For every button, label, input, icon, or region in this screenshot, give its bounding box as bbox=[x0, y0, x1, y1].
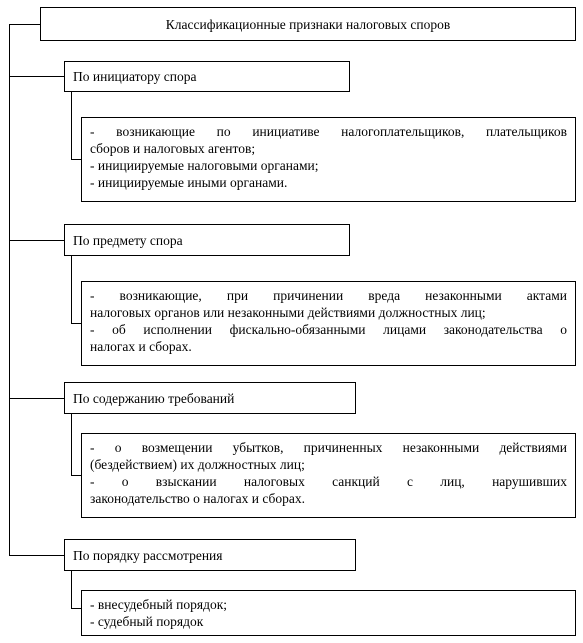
detail-line: сборов и налоговых агентов; bbox=[90, 141, 256, 156]
detail-line: - инициируемые иными органами. bbox=[90, 175, 288, 190]
sub-spine-2 bbox=[71, 256, 72, 324]
detail-initiator bbox=[81, 117, 576, 202]
detail-line: налоговых органов или незаконными действиями должностных лиц; bbox=[90, 305, 486, 320]
detail-line: - судебный порядок bbox=[90, 614, 204, 629]
detail-content bbox=[81, 433, 576, 518]
detail-line: законодательство о налогах и сборах. bbox=[90, 491, 305, 506]
connector-category-3 bbox=[9, 398, 64, 399]
category-initiator bbox=[64, 61, 350, 92]
connector-category-1 bbox=[9, 76, 64, 77]
sub-connector-3 bbox=[71, 475, 81, 476]
category-subject bbox=[64, 224, 350, 256]
connector-title bbox=[9, 24, 40, 25]
diagram-title bbox=[40, 7, 576, 41]
category-content bbox=[64, 382, 356, 414]
connector-category-4 bbox=[9, 555, 64, 556]
detail-procedure bbox=[81, 590, 576, 636]
sub-connector-4 bbox=[71, 608, 81, 609]
detail-line: - об исполнении фискально-обязанными лицами законодательства о bbox=[90, 322, 567, 337]
sub-spine-3 bbox=[71, 414, 72, 476]
detail-line: - возникающие, при причинении вреда незаконными актами bbox=[90, 288, 567, 303]
detail-line: (бездействием) их должностных лиц; bbox=[90, 457, 305, 472]
category-label: По инициатору спора bbox=[73, 69, 197, 84]
sub-spine-4 bbox=[71, 571, 72, 609]
category-label: По предмету спора bbox=[73, 232, 183, 248]
sub-connector-1 bbox=[71, 159, 81, 160]
connector-category-2 bbox=[9, 240, 64, 241]
category-label: По порядку рассмотрения bbox=[73, 547, 223, 563]
detail-subject bbox=[81, 281, 576, 366]
diagram-title-text: Классификационные признаки налоговых споров bbox=[165, 16, 451, 32]
detail-line: - внесудебный порядок; bbox=[90, 597, 227, 612]
main-spine bbox=[9, 24, 10, 556]
category-procedure bbox=[64, 539, 356, 571]
detail-line: - возникающие по инициативе налогоплательщиков, плательщиков bbox=[90, 124, 567, 139]
sub-spine-1 bbox=[71, 92, 72, 160]
sub-connector-2 bbox=[71, 323, 81, 324]
detail-line: - о взыскании налоговых санкций с лиц, нарушивших bbox=[90, 474, 567, 489]
detail-line: - инициируемые налоговыми органами; bbox=[90, 158, 319, 173]
detail-line: - о возмещении убытков, причиненных незаконными действиями bbox=[90, 440, 567, 455]
category-label: По содержанию требований bbox=[73, 390, 235, 406]
detail-line: налогах и сборах. bbox=[90, 339, 192, 354]
